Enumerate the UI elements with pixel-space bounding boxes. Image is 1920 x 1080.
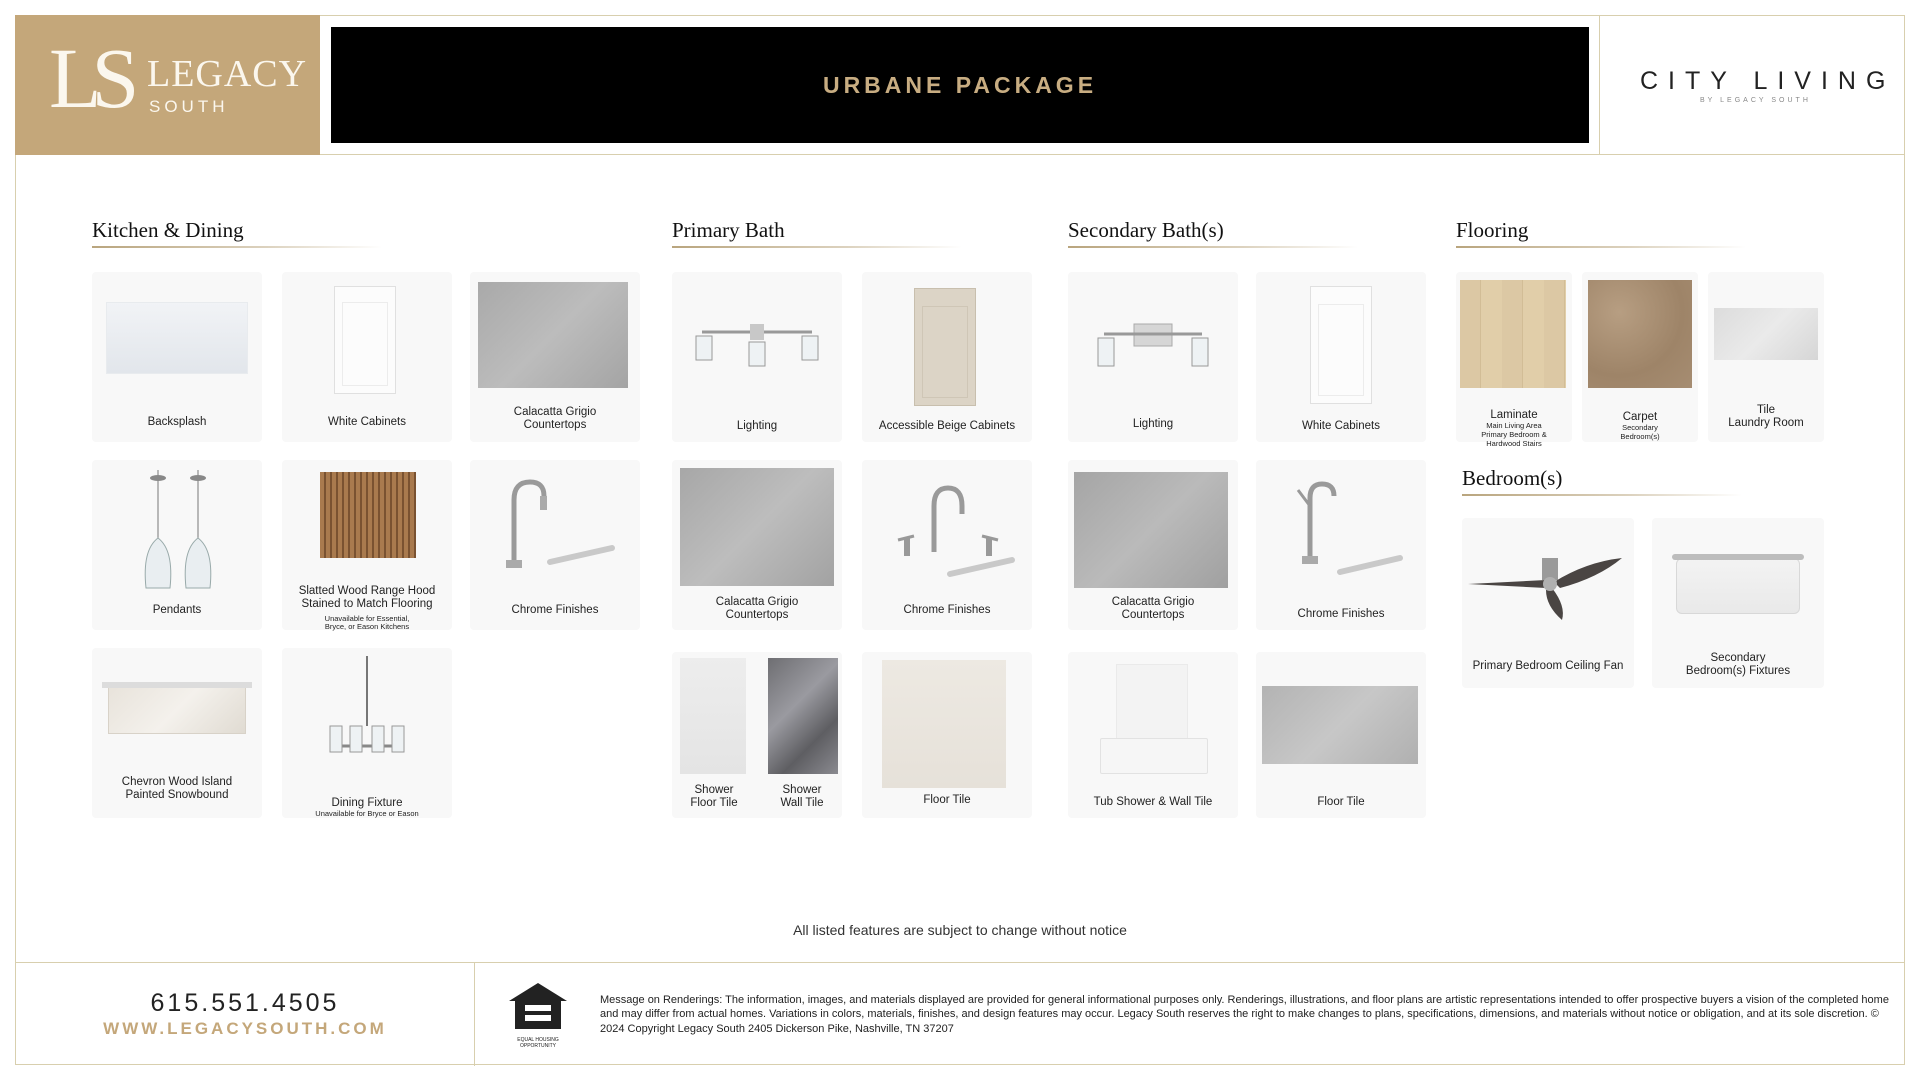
vanity-light-image — [1094, 318, 1212, 374]
cabinet-panel — [922, 306, 968, 398]
item-card-island — [92, 648, 262, 818]
chrome-faucet-and-pull-image — [492, 474, 622, 584]
item-card-primary-countertops — [672, 460, 842, 630]
item-label: Backsplash — [147, 416, 207, 428]
widespread-faucet-image — [874, 482, 1020, 582]
item-label — [282, 572, 452, 645]
section-divider — [1068, 246, 1358, 248]
phone-number[interactable]: 615.551.4505 — [150, 989, 340, 1017]
item-card-pendants — [92, 460, 262, 630]
item-note: Main Living Area Primary Bedroom & Hardwood Stairs — [1481, 421, 1547, 448]
contact-block — [15, 963, 475, 1066]
item-label: Lighting — [736, 420, 778, 432]
item-card-calacatta-countertops — [470, 272, 640, 442]
cabinet-panel — [342, 302, 388, 386]
item-card-tile — [1708, 272, 1824, 442]
legacy-south-logo[interactable] — [15, 15, 320, 155]
vanity-light-image — [692, 322, 822, 372]
item-card-ceiling-fan — [1462, 518, 1634, 688]
logo-wordmark: LEGACY — [147, 53, 308, 95]
item-card-secondary-cabinets — [1256, 272, 1426, 442]
item-card-backsplash — [92, 272, 262, 442]
item-card-secondary-floor-tile — [1256, 652, 1426, 818]
item-label: Accessible Beige Cabinets — [878, 420, 1016, 432]
item-label: Calacatta Grigio Countertops — [513, 406, 597, 432]
carpet-swatch — [1588, 280, 1692, 388]
floor-tile-swatch — [1262, 686, 1418, 764]
floor-tile-swatch — [882, 660, 1006, 788]
item-card-bedroom-fixtures — [1652, 518, 1824, 688]
item-label-main: Laminate — [1490, 409, 1538, 422]
item-label: Pendants — [152, 604, 202, 616]
item-label: Calacatta Grigio Countertops — [1111, 596, 1195, 622]
package-banner — [331, 27, 1589, 143]
item-card-secondary-countertops — [1068, 460, 1238, 630]
item-label: Floor Tile — [1317, 796, 1365, 808]
item-card-secondary-chrome — [1256, 460, 1426, 630]
item-label: Secondary Bedroom(s) Fixtures — [1685, 652, 1791, 678]
equal-housing-text: EQUAL HOUSING OPPORTUNITY — [517, 1037, 559, 1049]
shower-wall-tile-swatch — [768, 658, 838, 774]
item-label — [282, 784, 452, 832]
item-label: Primary Bedroom Ceiling Fan — [1472, 660, 1624, 672]
item-label: Tile Laundry Room — [1728, 404, 1804, 430]
shower-floor-tile-swatch — [680, 658, 746, 774]
chevron-island-image — [108, 686, 246, 734]
item-card-primary-lighting — [672, 272, 842, 442]
equal-housing-logo — [505, 981, 571, 1049]
slatted-wood-hood-image — [320, 472, 416, 558]
backsplash-swatch — [106, 302, 248, 374]
item-label: Chevron Wood Island Painted Snowbound — [121, 776, 233, 802]
island-top — [102, 682, 252, 688]
item-note: Unavailable for Bryce or Eason — [315, 809, 419, 819]
item-card-shower-tiles — [672, 652, 842, 818]
header — [15, 15, 1905, 155]
city-living-title: CITY LIVING — [1640, 67, 1896, 95]
footer — [15, 962, 1905, 1065]
item-label: Tub Shower & Wall Tile — [1093, 796, 1213, 808]
item-label: Calacatta Grigio Countertops — [715, 596, 799, 622]
item-card-range-hood — [282, 460, 452, 630]
item-note: Secondary Bedroom(s) — [1620, 423, 1660, 442]
item-card-chrome-finishes — [470, 460, 640, 630]
item-card-primary-floor-tile — [862, 652, 1032, 818]
change-notice: All listed features are subject to change without notice — [793, 922, 1127, 938]
flush-mount-fixture-image — [1676, 558, 1800, 614]
item-label: Chrome Finishes — [903, 604, 991, 616]
laundry-tile-swatch — [1714, 308, 1818, 360]
item-card-primary-chrome — [862, 460, 1032, 630]
legal-disclaimer: Message on Renderings: The information, images, and materials displayed are provided for general informational purposes only. Renderings, illustrations, and floor plans are artistic representations intended to offer prospective buyers a vision of the completed home and may differ from actual homes. Variations in colors, materials, finishes, and design features may occur. Legacy South reserves the right to make changes to plans, specifications, dimensions, and materials without notice or obligation, and at its sole discretion. © 2024 Copyright Legacy South 2405 Dickerson Pike, Nashville, TN 37207 — [600, 994, 1889, 1035]
item-card-secondary-lighting — [1068, 272, 1238, 442]
section-title-flooring: Flooring — [1456, 218, 1529, 242]
website-link[interactable]: WWW.LEGACYSOUTH.COM — [103, 1019, 387, 1038]
item-card-laminate — [1456, 272, 1572, 448]
section-divider — [1456, 246, 1746, 248]
item-card-tub-shower — [1068, 652, 1238, 818]
item-label: Lighting — [1132, 418, 1174, 430]
item-label: Shower Floor Tile — [690, 784, 738, 810]
calacatta-grigio-swatch — [680, 468, 834, 586]
calacatta-grigio-swatch — [1074, 472, 1228, 588]
calacatta-grigio-swatch — [478, 282, 628, 388]
city-living-subtitle: BY LEGACY SOUTH — [1700, 97, 1811, 104]
shower-wall-image — [1116, 664, 1188, 742]
pendant-lights-image — [132, 470, 222, 592]
item-label: White Cabinets — [328, 416, 406, 428]
bathtub-image — [1100, 738, 1208, 774]
item-card-carpet — [1582, 272, 1698, 442]
item-label-main: Carpet — [1622, 411, 1658, 424]
section-divider — [1462, 494, 1742, 496]
dining-chandelier-image — [322, 656, 412, 768]
item-label — [1582, 398, 1698, 455]
item-label: Chrome Finishes — [511, 604, 599, 616]
logo-subtitle: SOUTH — [149, 97, 229, 116]
item-label: Shower Wall Tile — [780, 784, 824, 810]
package-title: URBANE PACKAGE — [822, 71, 1098, 98]
item-label: White Cabinets — [1302, 420, 1380, 432]
item-card-beige-cabinets — [862, 272, 1032, 442]
cabinet-panel — [1318, 304, 1364, 396]
item-label-main: Dining Fixture — [331, 797, 403, 810]
section-title-kitchen: Kitchen & Dining — [92, 218, 244, 242]
laminate-swatch — [1460, 280, 1566, 388]
single-handle-faucet-image — [1276, 476, 1406, 586]
item-label — [1456, 396, 1572, 462]
fixture-rim — [1672, 554, 1804, 560]
section-title-primary-bath: Primary Bath — [672, 218, 785, 242]
section-title-secondary-bath: Secondary Bath(s) — [1068, 218, 1224, 242]
equal-housing-icon — [507, 981, 569, 1031]
section-divider — [672, 246, 962, 248]
item-note: Unavailable for Essential, Bryce, or Eason Kitchens — [324, 613, 410, 632]
item-label-main: Slatted Wood Range Hood Stained to Match Flooring — [298, 585, 436, 611]
item-label: Chrome Finishes — [1297, 608, 1385, 620]
city-living-logo[interactable] — [1599, 15, 1905, 155]
section-title-bedrooms: Bedroom(s) — [1462, 466, 1563, 490]
ceiling-fan-image — [1466, 554, 1630, 624]
logo-monogram: LS — [49, 30, 130, 126]
item-label: Floor Tile — [923, 794, 971, 806]
section-divider — [92, 246, 382, 248]
item-card-white-cabinets — [282, 272, 452, 442]
item-card-dining-fixture — [282, 648, 452, 818]
